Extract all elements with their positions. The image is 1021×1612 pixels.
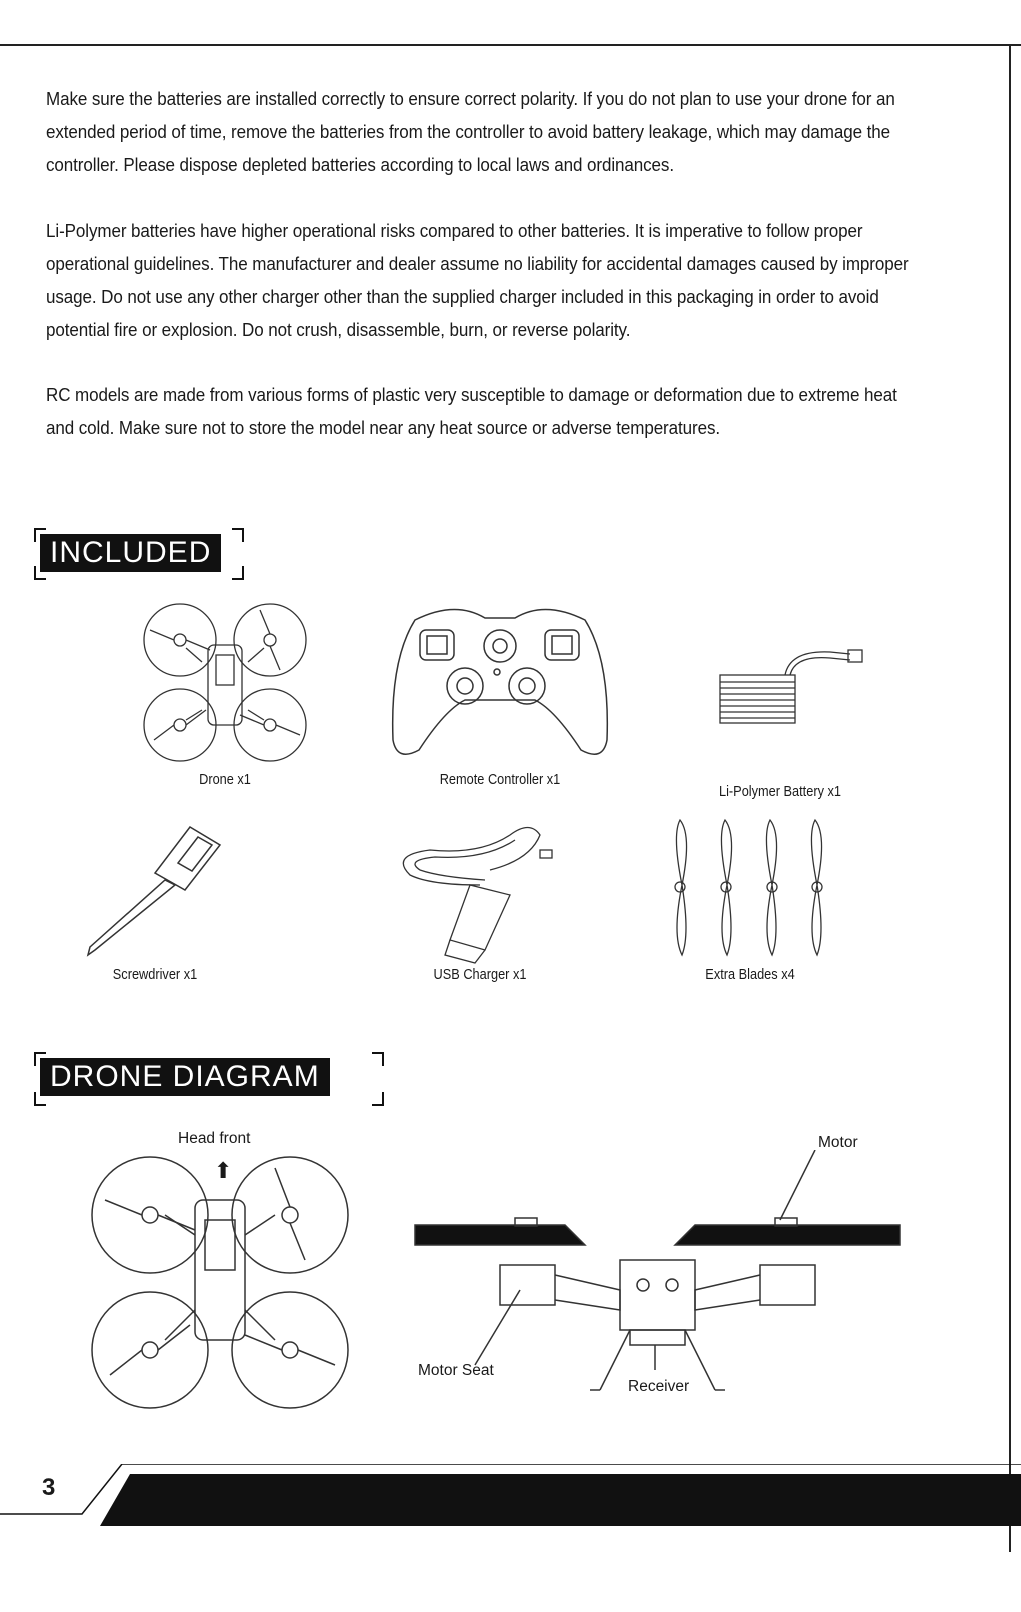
- head-front-label: Head front: [178, 1130, 251, 1147]
- drone-top-icon: [140, 600, 310, 770]
- motor-label: Motor: [818, 1134, 858, 1151]
- lipo-warning-paragraph: Li-Polymer batteries have higher operational risks compared to other batteries. It is imperative to follow proper operational guidelines. The manufacturer and dealer assume no liability for accidental damages caused by improper usage. Do not use any other charger other than the supplied charger included in this packaging in order to avoid potential fire or explosion. Do not crush, disassemble, burn, or reverse polarity.: [46, 220, 909, 340]
- battery-icon: [690, 640, 870, 730]
- receiver-label: Receiver: [628, 1378, 690, 1395]
- included-screwdriver: Screwdriver x1: [70, 815, 240, 995]
- battery-polarity-paragraph: Make sure the batteries are installed correctly to ensure correct polarity. If you do not plan to use your drone for an extended period of time, remove the batteries from the controller to avoid battery leakage, which may damage the controller. Please dispose depleted batteries according to local laws and ordinances.: [46, 88, 895, 175]
- page-number: 3: [42, 1474, 56, 1501]
- included-usb-charger: USB Charger x1: [390, 815, 570, 995]
- right-border: [1009, 44, 1011, 1552]
- included-battery: Li-Polymer Battery x1: [690, 640, 870, 800]
- included-extra-blades: Extra Blades x4: [660, 815, 840, 995]
- blades-icon: [660, 815, 840, 965]
- motor-seat-label: Motor Seat: [418, 1362, 494, 1379]
- top-border: [0, 44, 1021, 46]
- screwdriver-icon: [70, 815, 240, 965]
- included-drone: Drone x1: [140, 600, 310, 800]
- controller-icon: [385, 600, 615, 765]
- drone-top-view-diagram: [80, 1150, 360, 1420]
- temperature-paragraph: RC models are made from various forms of plastic very susceptible to damage or deformation due to extreme heat and cold. Make sure not to store the model near any heat source or adverse temperatures.: [46, 384, 897, 438]
- usb-charger-icon: [390, 815, 570, 965]
- head-front-arrow-icon: ⬆: [214, 1158, 233, 1183]
- footer-band: [0, 1464, 1021, 1526]
- included-remote-controller: Remote Controller x1: [385, 600, 615, 800]
